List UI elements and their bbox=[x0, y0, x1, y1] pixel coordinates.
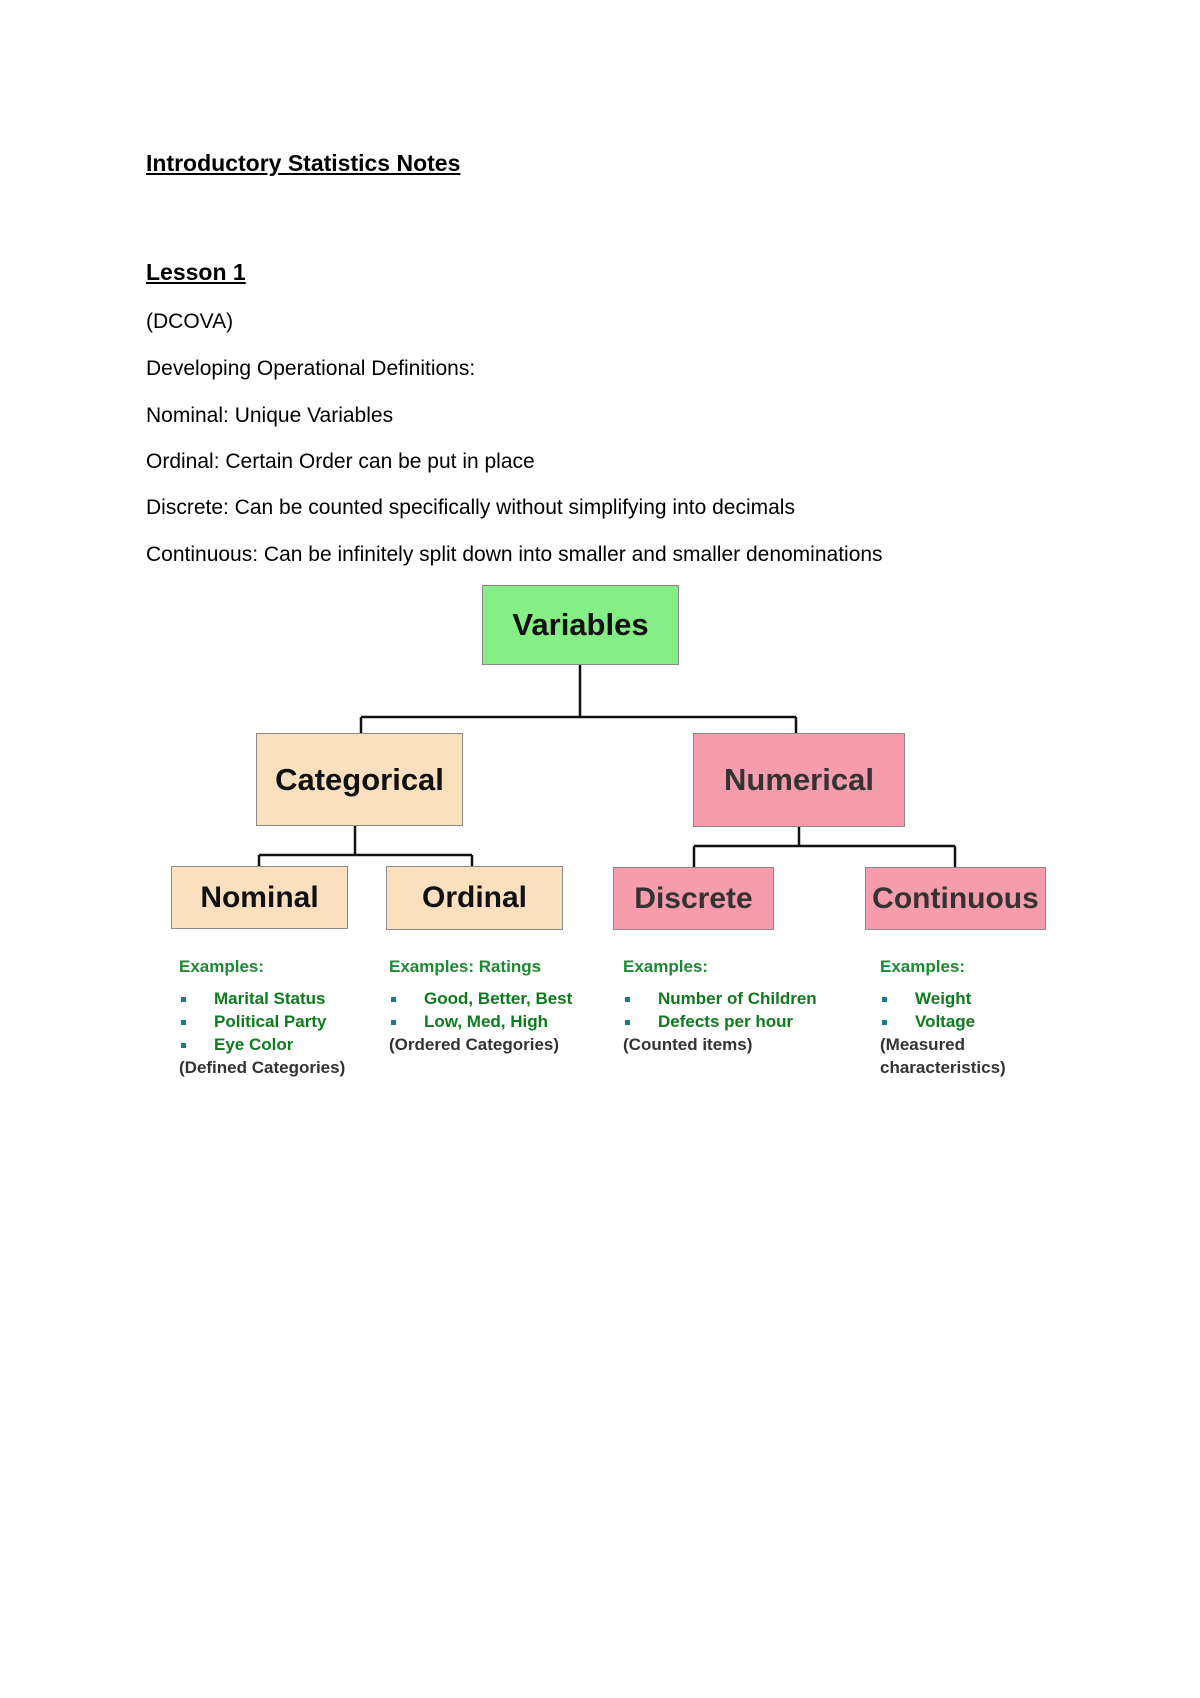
categorical-box: Categorical bbox=[256, 733, 463, 826]
lesson-heading: Lesson 1 bbox=[146, 259, 246, 285]
list-item: Number of Children bbox=[623, 987, 817, 1010]
examples-note: (Defined Categories) bbox=[179, 1058, 346, 1077]
nominal-box: Nominal bbox=[171, 866, 348, 929]
ordinal-definition: Ordinal: Certain Order can be put in place bbox=[146, 450, 535, 473]
examples-note: (Counted items) bbox=[623, 1035, 753, 1054]
examples-note: (Measured bbox=[880, 1035, 966, 1054]
list-item: Voltage bbox=[880, 1010, 1006, 1033]
discrete-definition: Discrete: Can be counted specifically without simplifying into decimals bbox=[146, 496, 795, 519]
list-item: Marital Status bbox=[179, 987, 345, 1010]
examples-note: characteristics) bbox=[880, 1058, 1006, 1077]
discrete-examples bbox=[623, 955, 817, 1056]
list-item: Low, Med, High bbox=[389, 1010, 572, 1033]
continuous-box: Continuous bbox=[865, 867, 1046, 930]
discrete-box: Discrete bbox=[613, 867, 774, 930]
examples-list bbox=[389, 987, 572, 1033]
list-item: Eye Color bbox=[179, 1033, 345, 1056]
examples-heading: Examples: bbox=[623, 957, 709, 976]
definitions-heading: Developing Operational Definitions: bbox=[146, 357, 476, 380]
examples-heading: Examples: bbox=[179, 957, 265, 976]
ordinal-examples bbox=[389, 955, 572, 1056]
examples-note: (Ordered Categories) bbox=[389, 1035, 560, 1054]
nominal-examples bbox=[179, 955, 345, 1079]
examples-heading: Examples: bbox=[880, 957, 966, 976]
examples-list bbox=[179, 987, 345, 1056]
list-item: Good, Better, Best bbox=[389, 987, 572, 1010]
examples-heading: Examples: Ratings bbox=[389, 957, 542, 976]
list-item: Defects per hour bbox=[623, 1010, 817, 1033]
nominal-definition: Nominal: Unique Variables bbox=[146, 404, 394, 427]
list-item: Political Party bbox=[179, 1010, 345, 1033]
continuous-examples bbox=[880, 955, 1006, 1079]
examples-list bbox=[880, 987, 1006, 1033]
variables-box: Variables bbox=[482, 585, 679, 665]
continuous-definition: Continuous: Can be infinitely split down into smaller and smaller denominations bbox=[146, 543, 883, 566]
list-item: Weight bbox=[880, 987, 1006, 1010]
numerical-box: Numerical bbox=[693, 733, 905, 827]
ordinal-box: Ordinal bbox=[386, 866, 563, 930]
dcova-line: (DCOVA) bbox=[146, 310, 234, 333]
examples-list bbox=[623, 987, 817, 1033]
document-title: Introductory Statistics Notes bbox=[146, 150, 461, 176]
